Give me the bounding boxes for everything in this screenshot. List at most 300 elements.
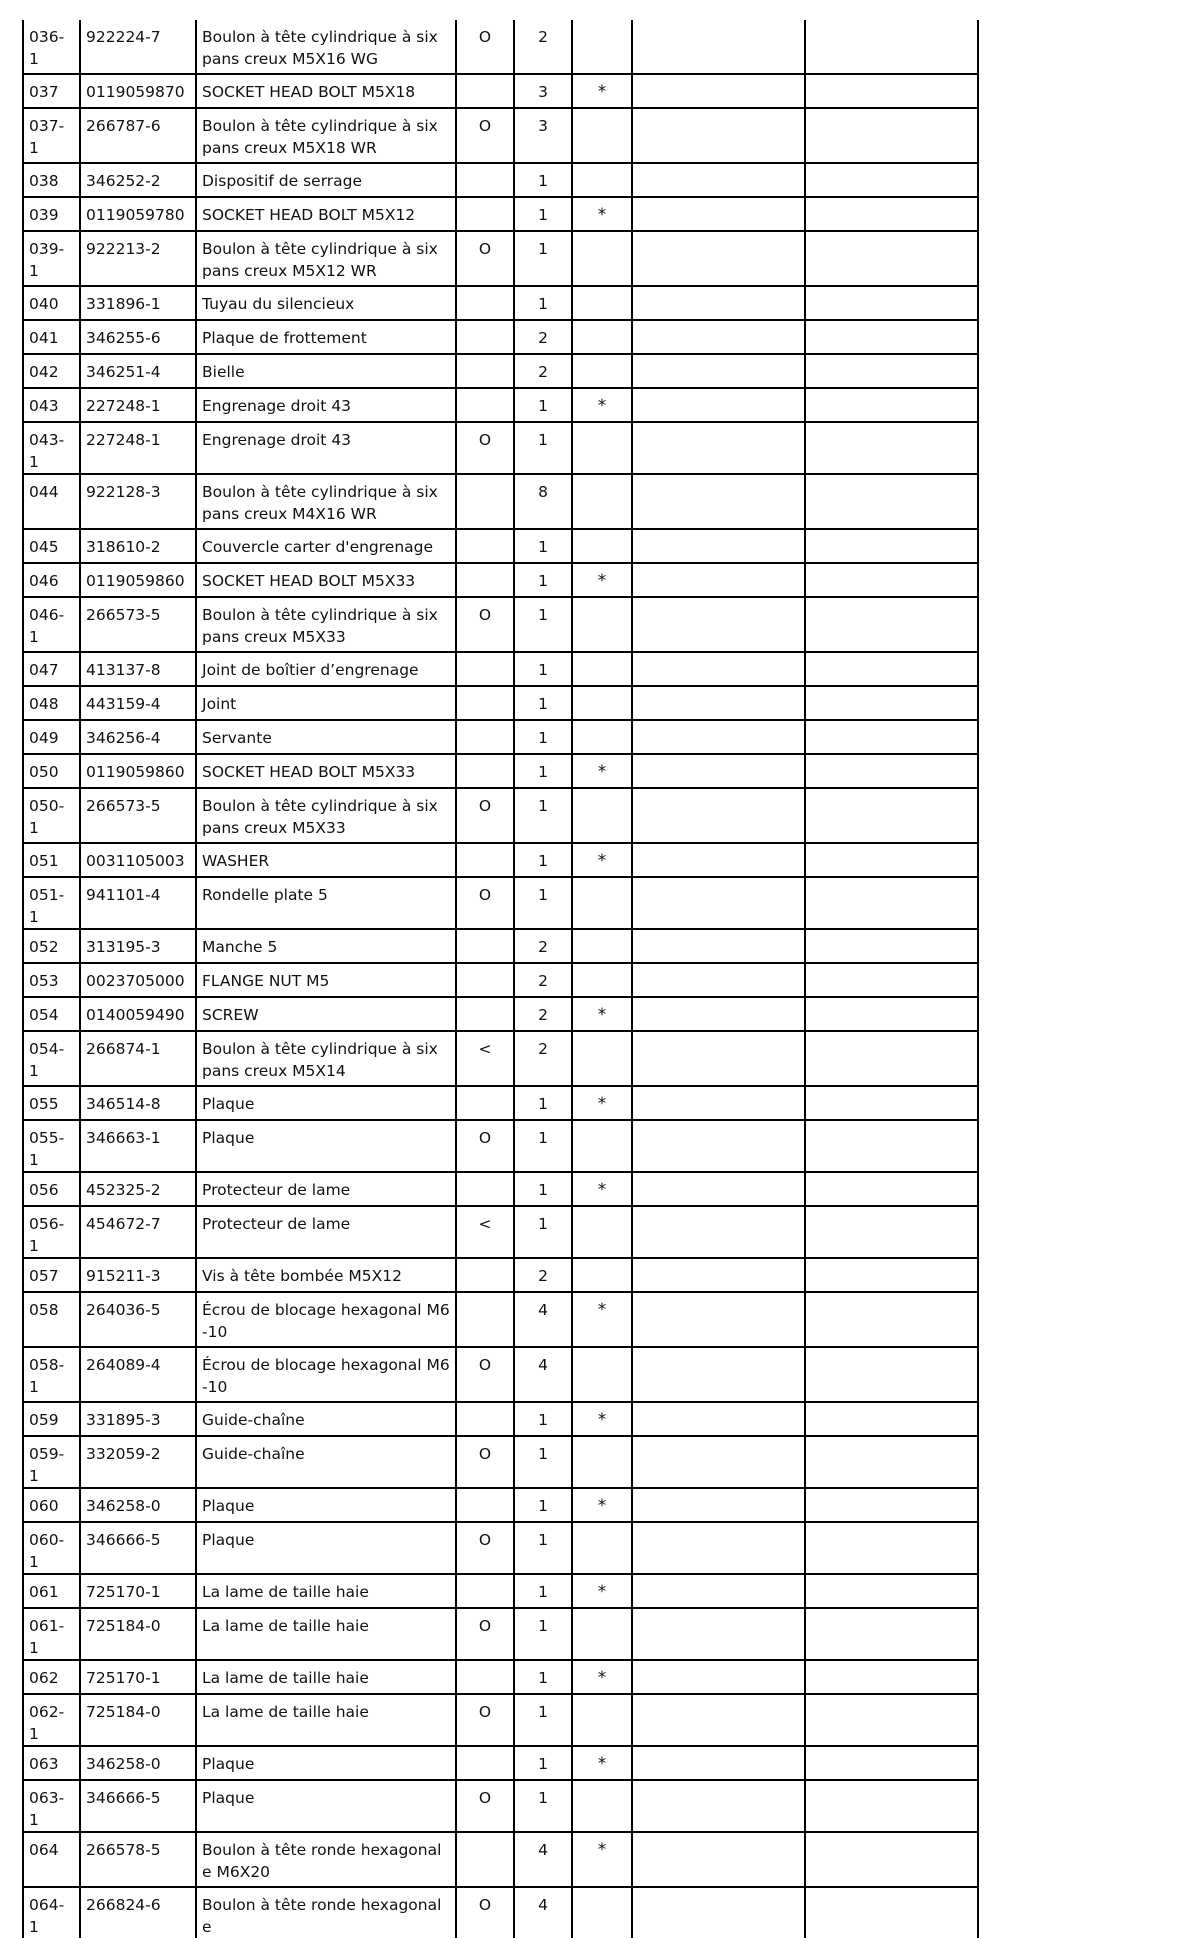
part-number-cell: 266573-5	[80, 597, 196, 652]
part-number-cell: 0119059860	[80, 754, 196, 788]
quantity-cell: 1	[514, 597, 572, 652]
blank-cell	[805, 1402, 978, 1436]
part-number-cell: 313195-3	[80, 929, 196, 963]
description-cell: FLANGE NUT M5	[196, 963, 456, 997]
blank-cell	[632, 108, 805, 163]
table-row	[23, 563, 978, 597]
description-cell: Boulon à tête ronde hexagonale	[196, 1887, 456, 1938]
item-number-cell: 039-1	[23, 231, 80, 286]
blank-cell	[632, 20, 805, 74]
item-number-cell: 050	[23, 754, 80, 788]
blank-cell	[632, 1694, 805, 1746]
variant-mark-cell	[456, 388, 514, 422]
blank-cell	[805, 286, 978, 320]
table-row	[23, 754, 978, 788]
blank-cell	[805, 1031, 978, 1086]
description-cell: SOCKET HEAD BOLT M5X18	[196, 74, 456, 108]
asterisk-mark-cell	[572, 877, 632, 929]
blank-cell	[632, 163, 805, 197]
asterisk-mark-cell: *	[572, 1292, 632, 1347]
part-number-cell: 346258-0	[80, 1746, 196, 1780]
table-row	[23, 997, 978, 1031]
part-number-cell: 725184-0	[80, 1694, 196, 1746]
description-cell: Guide-chaîne	[196, 1402, 456, 1436]
table-row	[23, 597, 978, 652]
blank-cell	[632, 1206, 805, 1258]
blank-cell	[632, 1436, 805, 1488]
variant-mark-cell	[456, 320, 514, 354]
description-cell: Boulon à tête cylindrique à six pans creux M4X16 WR	[196, 474, 456, 529]
variant-mark-cell: <	[456, 1031, 514, 1086]
asterisk-mark-cell: *	[572, 843, 632, 877]
description-cell: La lame de taille haie	[196, 1574, 456, 1608]
table-row	[23, 197, 978, 231]
part-number-cell: 264089-4	[80, 1347, 196, 1402]
asterisk-mark-cell	[572, 354, 632, 388]
blank-cell	[632, 1172, 805, 1206]
part-number-cell: 331896-1	[80, 286, 196, 320]
description-cell: SCREW	[196, 997, 456, 1031]
variant-mark-cell	[456, 1086, 514, 1120]
blank-cell	[805, 388, 978, 422]
blank-cell	[632, 1522, 805, 1574]
item-number-cell: 058-1	[23, 1347, 80, 1402]
table-row	[23, 388, 978, 422]
blank-cell	[632, 563, 805, 597]
table-row	[23, 1608, 978, 1660]
item-number-cell: 040	[23, 286, 80, 320]
description-cell: Manche 5	[196, 929, 456, 963]
blank-cell	[805, 1574, 978, 1608]
asterisk-mark-cell	[572, 686, 632, 720]
blank-cell	[805, 1206, 978, 1258]
blank-cell	[632, 1660, 805, 1694]
part-number-cell: 0031105003	[80, 843, 196, 877]
description-cell: Servante	[196, 720, 456, 754]
description-cell: Boulon à tête cylindrique à six pans creux M5X14	[196, 1031, 456, 1086]
blank-cell	[632, 1402, 805, 1436]
blank-cell	[805, 686, 978, 720]
variant-mark-cell: <	[456, 1206, 514, 1258]
quantity-cell: 1	[514, 197, 572, 231]
quantity-cell: 1	[514, 877, 572, 929]
parts-table-body	[23, 20, 978, 1938]
variant-mark-cell	[456, 1660, 514, 1694]
variant-mark-cell	[456, 74, 514, 108]
description-cell: Rondelle plate 5	[196, 877, 456, 929]
item-number-cell: 064	[23, 1832, 80, 1887]
quantity-cell: 1	[514, 529, 572, 563]
description-cell: Vis à tête bombée M5X12	[196, 1258, 456, 1292]
asterisk-mark-cell	[572, 108, 632, 163]
asterisk-mark-cell: *	[572, 388, 632, 422]
description-cell: Écrou de blocage hexagonal M6-10	[196, 1347, 456, 1402]
variant-mark-cell	[456, 929, 514, 963]
asterisk-mark-cell	[572, 1436, 632, 1488]
table-row	[23, 1258, 978, 1292]
quantity-cell: 4	[514, 1887, 572, 1938]
blank-cell	[805, 1292, 978, 1347]
description-cell: Boulon à tête ronde hexagonale M6X20	[196, 1832, 456, 1887]
table-row	[23, 1522, 978, 1574]
table-row	[23, 1172, 978, 1206]
asterisk-mark-cell	[572, 320, 632, 354]
part-number-cell: 0023705000	[80, 963, 196, 997]
quantity-cell: 1	[514, 1574, 572, 1608]
quantity-cell: 1	[514, 843, 572, 877]
item-number-cell: 060-1	[23, 1522, 80, 1574]
variant-mark-cell: O	[456, 422, 514, 474]
part-number-cell: 266874-1	[80, 1031, 196, 1086]
item-number-cell: 036-1	[23, 20, 80, 74]
item-number-cell: 062	[23, 1660, 80, 1694]
asterisk-mark-cell	[572, 1694, 632, 1746]
blank-cell	[632, 74, 805, 108]
variant-mark-cell	[456, 720, 514, 754]
blank-cell	[632, 1887, 805, 1938]
quantity-cell: 1	[514, 1206, 572, 1258]
asterisk-mark-cell	[572, 1522, 632, 1574]
table-row	[23, 843, 978, 877]
variant-mark-cell	[456, 1292, 514, 1347]
blank-cell	[805, 20, 978, 74]
description-cell: Bielle	[196, 354, 456, 388]
table-row	[23, 877, 978, 929]
blank-cell	[632, 529, 805, 563]
blank-cell	[805, 929, 978, 963]
quantity-cell: 1	[514, 1660, 572, 1694]
description-cell: Engrenage droit 43	[196, 422, 456, 474]
asterisk-mark-cell: *	[572, 1746, 632, 1780]
variant-mark-cell: O	[456, 20, 514, 74]
table-row	[23, 720, 978, 754]
item-number-cell: 062-1	[23, 1694, 80, 1746]
description-cell: Guide-chaîne	[196, 1436, 456, 1488]
part-number-cell: 346256-4	[80, 720, 196, 754]
table-row	[23, 74, 978, 108]
quantity-cell: 1	[514, 652, 572, 686]
quantity-cell: 2	[514, 320, 572, 354]
quantity-cell: 2	[514, 963, 572, 997]
asterisk-mark-cell: *	[572, 563, 632, 597]
asterisk-mark-cell	[572, 963, 632, 997]
blank-cell	[632, 197, 805, 231]
part-number-cell: 725170-1	[80, 1574, 196, 1608]
description-cell: Plaque	[196, 1086, 456, 1120]
blank-cell	[632, 1258, 805, 1292]
blank-cell	[632, 1031, 805, 1086]
table-row	[23, 320, 978, 354]
quantity-cell: 4	[514, 1347, 572, 1402]
variant-mark-cell	[456, 997, 514, 1031]
part-number-cell: 331895-3	[80, 1402, 196, 1436]
table-row	[23, 422, 978, 474]
item-number-cell: 055-1	[23, 1120, 80, 1172]
blank-cell	[632, 286, 805, 320]
blank-cell	[805, 1887, 978, 1938]
table-row	[23, 529, 978, 563]
variant-mark-cell	[456, 197, 514, 231]
part-number-cell: 0140059490	[80, 997, 196, 1031]
variant-mark-cell	[456, 1402, 514, 1436]
quantity-cell: 4	[514, 1832, 572, 1887]
quantity-cell: 2	[514, 20, 572, 74]
item-number-cell: 063	[23, 1746, 80, 1780]
variant-mark-cell: O	[456, 1436, 514, 1488]
variant-mark-cell: O	[456, 877, 514, 929]
quantity-cell: 4	[514, 1292, 572, 1347]
item-number-cell: 037-1	[23, 108, 80, 163]
item-number-cell: 039	[23, 197, 80, 231]
variant-mark-cell	[456, 652, 514, 686]
description-cell: Écrou de blocage hexagonal M6-10	[196, 1292, 456, 1347]
part-number-cell: 346252-2	[80, 163, 196, 197]
variant-mark-cell	[456, 1172, 514, 1206]
item-number-cell: 058	[23, 1292, 80, 1347]
blank-cell	[632, 963, 805, 997]
part-number-cell: 346666-5	[80, 1780, 196, 1832]
item-number-cell: 051-1	[23, 877, 80, 929]
blank-cell	[805, 1832, 978, 1887]
part-number-cell: 0119059870	[80, 74, 196, 108]
quantity-cell: 1	[514, 1746, 572, 1780]
asterisk-mark-cell	[572, 1031, 632, 1086]
blank-cell	[805, 354, 978, 388]
table-row	[23, 474, 978, 529]
blank-cell	[805, 720, 978, 754]
part-number-cell: 346255-6	[80, 320, 196, 354]
description-cell: Plaque de frottement	[196, 320, 456, 354]
variant-mark-cell	[456, 474, 514, 529]
description-cell: Boulon à tête cylindrique à six pans creux M5X33	[196, 788, 456, 843]
asterisk-mark-cell: *	[572, 1172, 632, 1206]
asterisk-mark-cell	[572, 1120, 632, 1172]
description-cell: Boulon à tête cylindrique à six pans creux M5X12 WR	[196, 231, 456, 286]
blank-cell	[632, 1746, 805, 1780]
asterisk-mark-cell: *	[572, 1488, 632, 1522]
blank-cell	[632, 1086, 805, 1120]
blank-cell	[632, 1347, 805, 1402]
part-number-cell: 922224-7	[80, 20, 196, 74]
blank-cell	[805, 197, 978, 231]
part-number-cell: 266573-5	[80, 788, 196, 843]
description-cell: Protecteur de lame	[196, 1206, 456, 1258]
variant-mark-cell	[456, 563, 514, 597]
blank-cell	[805, 1120, 978, 1172]
table-row	[23, 1574, 978, 1608]
blank-cell	[632, 686, 805, 720]
item-number-cell: 042	[23, 354, 80, 388]
description-cell: Plaque	[196, 1780, 456, 1832]
blank-cell	[632, 929, 805, 963]
quantity-cell: 2	[514, 1258, 572, 1292]
quantity-cell: 1	[514, 563, 572, 597]
part-number-cell: 346663-1	[80, 1120, 196, 1172]
table-row	[23, 1488, 978, 1522]
variant-mark-cell	[456, 1832, 514, 1887]
description-cell: Plaque	[196, 1522, 456, 1574]
part-number-cell: 346251-4	[80, 354, 196, 388]
asterisk-mark-cell: *	[572, 1086, 632, 1120]
asterisk-mark-cell	[572, 20, 632, 74]
item-number-cell: 045	[23, 529, 80, 563]
blank-cell	[805, 1522, 978, 1574]
blank-cell	[805, 754, 978, 788]
description-cell: Dispositif de serrage	[196, 163, 456, 197]
quantity-cell: 1	[514, 286, 572, 320]
description-cell: La lame de taille haie	[196, 1608, 456, 1660]
part-number-cell: 266578-5	[80, 1832, 196, 1887]
quantity-cell: 1	[514, 1436, 572, 1488]
blank-cell	[632, 788, 805, 843]
description-cell: Protecteur de lame	[196, 1172, 456, 1206]
description-cell: La lame de taille haie	[196, 1694, 456, 1746]
quantity-cell: 1	[514, 1608, 572, 1660]
table-row	[23, 1694, 978, 1746]
asterisk-mark-cell	[572, 529, 632, 563]
part-number-cell: 346666-5	[80, 1522, 196, 1574]
asterisk-mark-cell	[572, 1258, 632, 1292]
item-number-cell: 054-1	[23, 1031, 80, 1086]
variant-mark-cell	[456, 1746, 514, 1780]
asterisk-mark-cell: *	[572, 1574, 632, 1608]
quantity-cell: 1	[514, 686, 572, 720]
description-cell: SOCKET HEAD BOLT M5X12	[196, 197, 456, 231]
item-number-cell: 060	[23, 1488, 80, 1522]
blank-cell	[805, 1780, 978, 1832]
part-number-cell: 725170-1	[80, 1660, 196, 1694]
item-number-cell: 051	[23, 843, 80, 877]
item-number-cell: 048	[23, 686, 80, 720]
part-number-cell: 227248-1	[80, 388, 196, 422]
blank-cell	[805, 163, 978, 197]
table-row	[23, 652, 978, 686]
variant-mark-cell	[456, 963, 514, 997]
variant-mark-cell: O	[456, 1780, 514, 1832]
part-number-cell: 915211-3	[80, 1258, 196, 1292]
asterisk-mark-cell	[572, 1347, 632, 1402]
asterisk-mark-cell: *	[572, 1832, 632, 1887]
table-row	[23, 686, 978, 720]
table-row	[23, 1660, 978, 1694]
variant-mark-cell: O	[456, 597, 514, 652]
quantity-cell: 1	[514, 1522, 572, 1574]
asterisk-mark-cell: *	[572, 997, 632, 1031]
blank-cell	[805, 877, 978, 929]
asterisk-mark-cell	[572, 929, 632, 963]
table-row	[23, 20, 978, 74]
blank-cell	[805, 108, 978, 163]
variant-mark-cell	[456, 1258, 514, 1292]
variant-mark-cell	[456, 686, 514, 720]
quantity-cell: 2	[514, 929, 572, 963]
variant-mark-cell	[456, 843, 514, 877]
quantity-cell: 1	[514, 163, 572, 197]
item-number-cell: 064-1	[23, 1887, 80, 1938]
blank-cell	[805, 1694, 978, 1746]
part-number-cell: 452325-2	[80, 1172, 196, 1206]
item-number-cell: 043-1	[23, 422, 80, 474]
blank-cell	[805, 74, 978, 108]
item-number-cell: 052	[23, 929, 80, 963]
description-cell: Plaque	[196, 1488, 456, 1522]
item-number-cell: 063-1	[23, 1780, 80, 1832]
part-number-cell: 266824-6	[80, 1887, 196, 1938]
blank-cell	[805, 597, 978, 652]
variant-mark-cell: O	[456, 1522, 514, 1574]
asterisk-mark-cell	[572, 1608, 632, 1660]
description-cell: Tuyau du silencieux	[196, 286, 456, 320]
table-row	[23, 1292, 978, 1347]
asterisk-mark-cell	[572, 597, 632, 652]
part-number-cell: 346514-8	[80, 1086, 196, 1120]
description-cell: Plaque	[196, 1746, 456, 1780]
quantity-cell: 1	[514, 388, 572, 422]
description-cell: Boulon à tête cylindrique à six pans creux M5X18 WR	[196, 108, 456, 163]
item-number-cell: 038	[23, 163, 80, 197]
blank-cell	[805, 1660, 978, 1694]
blank-cell	[805, 1488, 978, 1522]
quantity-cell: 2	[514, 354, 572, 388]
item-number-cell: 047	[23, 652, 80, 686]
table-row	[23, 1746, 978, 1780]
blank-cell	[805, 1086, 978, 1120]
description-cell: La lame de taille haie	[196, 1660, 456, 1694]
blank-cell	[632, 422, 805, 474]
blank-cell	[805, 1347, 978, 1402]
blank-cell	[805, 843, 978, 877]
item-number-cell: 046-1	[23, 597, 80, 652]
table-row	[23, 1887, 978, 1938]
blank-cell	[805, 231, 978, 286]
table-row	[23, 1436, 978, 1488]
asterisk-mark-cell	[572, 286, 632, 320]
asterisk-mark-cell	[572, 720, 632, 754]
variant-mark-cell	[456, 163, 514, 197]
variant-mark-cell	[456, 286, 514, 320]
table-row	[23, 1206, 978, 1258]
blank-cell	[632, 597, 805, 652]
item-number-cell: 061	[23, 1574, 80, 1608]
table-row	[23, 163, 978, 197]
item-number-cell: 044	[23, 474, 80, 529]
part-number-cell: 332059-2	[80, 1436, 196, 1488]
quantity-cell: 2	[514, 1031, 572, 1086]
variant-mark-cell: O	[456, 1887, 514, 1938]
parts-list-page	[22, 20, 979, 1938]
quantity-cell: 1	[514, 1086, 572, 1120]
table-row	[23, 1780, 978, 1832]
item-number-cell: 055	[23, 1086, 80, 1120]
item-number-cell: 041	[23, 320, 80, 354]
table-row	[23, 929, 978, 963]
asterisk-mark-cell	[572, 652, 632, 686]
table-row	[23, 1402, 978, 1436]
blank-cell	[632, 720, 805, 754]
part-number-cell: 725184-0	[80, 1608, 196, 1660]
variant-mark-cell	[456, 354, 514, 388]
part-number-cell: 443159-4	[80, 686, 196, 720]
quantity-cell: 8	[514, 474, 572, 529]
part-number-cell: 922128-3	[80, 474, 196, 529]
description-cell: Joint de boîtier d’engrenage	[196, 652, 456, 686]
blank-cell	[805, 652, 978, 686]
blank-cell	[805, 320, 978, 354]
description-cell: SOCKET HEAD BOLT M5X33	[196, 754, 456, 788]
blank-cell	[805, 1172, 978, 1206]
part-number-cell: 266787-6	[80, 108, 196, 163]
asterisk-mark-cell: *	[572, 1402, 632, 1436]
